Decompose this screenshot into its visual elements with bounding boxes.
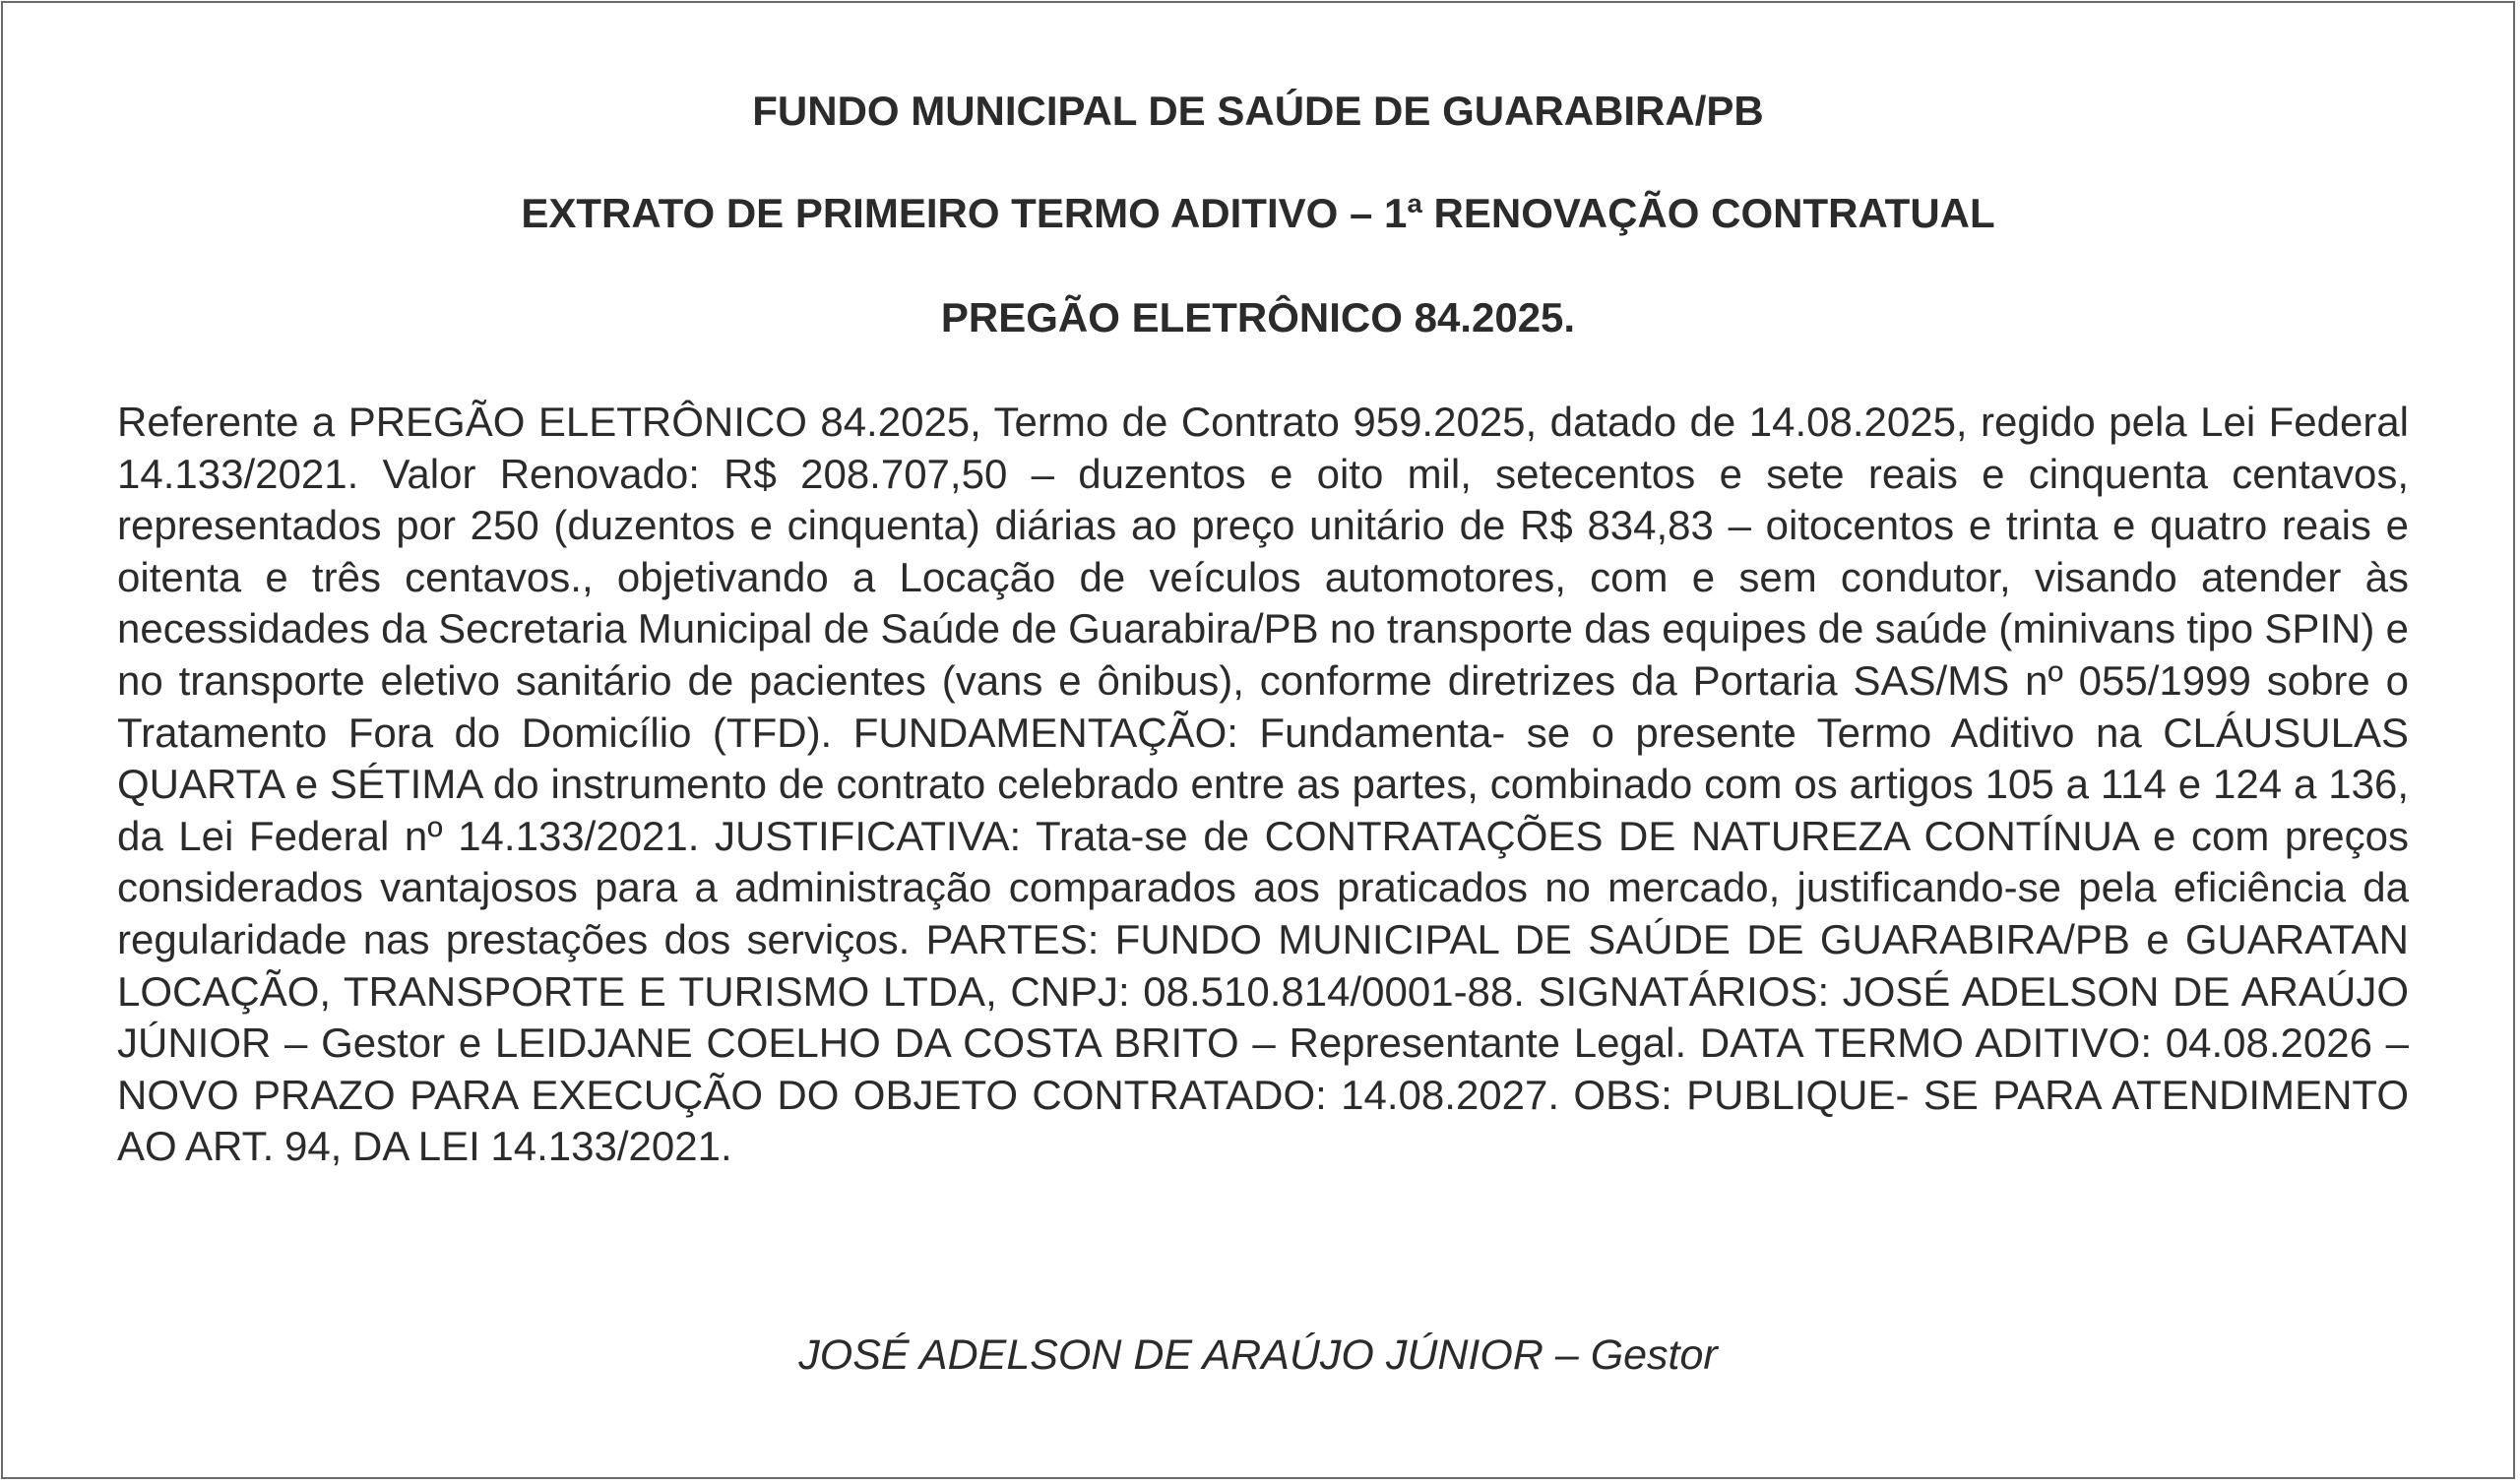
entity-title: FUNDO MUNICIPAL DE SAÚDE DE GUARABIRA/PB bbox=[752, 88, 1764, 134]
notice-body: Referente a PREGÃO ELETRÔNICO 84.2025, Termo de Contrato 959.2025, datado de 14.08.2025, regido pela Lei Federal 14.133/2021. Valor Renovado: R$ 208.707,50 – duzentos e oito mil, setecentos e sete reais e cinquenta centavos, representados por 250 (duzentos e cinquenta) diárias ao preço unitário de R$ 834,83 – oitocentos e trinta e quatro reais e oitenta e três centavos., objetivando a Locação de veículos automotores, com e sem condutor, visando atender às necessidades da Secretaria Municipal de Saúde de Guarabira/PB no transporte das equipes de saúde (minivans tipo SPIN) e no transporte eletivo sanitário de pacientes (vans e ônibus), conforme diretrizes da Portaria SAS/MS nº 055/1999 sobre o Tratamento Fora do Domicílio (TFD). FUNDAMENTAÇÃO: Fundamenta- se o presente Termo Aditivo na CLÁUSULAS QUARTA e SÉTIMA do instrumento de contrato celebrado entre as partes, combinado com os artigos 105 a 114 e 124 a 136, da Lei Federal nº 14.133/2021. JUSTIFICATIVA: Trata-se de CONTRATAÇÕES DE NATUREZA CONTÍNUA e com preços considerados vantajosos para a administração comparados aos praticados no mercado, justificando-se pela eficiência da regularidade nas prestações dos serviços. PARTES: FUNDO MUNICIPAL DE SAÚDE DE GUARABIRA/PB e GUARATAN LOCAÇÃO, TRANSPORTE E TURISMO LTDA, CNPJ: 08.510.814/0001-88. SIGNATÁRIOS: JOSÉ ADELSON DE ARAÚJO JÚNIOR – Gestor e LEIDJANE COELHO DA COSTA BRITO – Representante Legal. DATA TERMO ADITIVO: 04.08.2026 – NOVO PRAZO PARA EXECUÇÃO DO OBJETO CONTRATADO: 14.08.2027. OBS: PUBLIQUE- SE PARA ATENDIMENTO AO ART. 94, DA LEI 14.133/2021. bbox=[117, 399, 2409, 1170]
notice-frame bbox=[1, 1, 2515, 1479]
signature-line: JOSÉ ADELSON DE ARAÚJO JÚNIOR – Gestor bbox=[798, 1331, 1718, 1379]
tender-title: PREGÃO ELETRÔNICO 84.2025. bbox=[940, 294, 1576, 340]
extract-title: EXTRATO DE PRIMEIRO TERMO ADITIVO – 1ª RENOVAÇÃO CONTRATUAL bbox=[521, 190, 1995, 236]
